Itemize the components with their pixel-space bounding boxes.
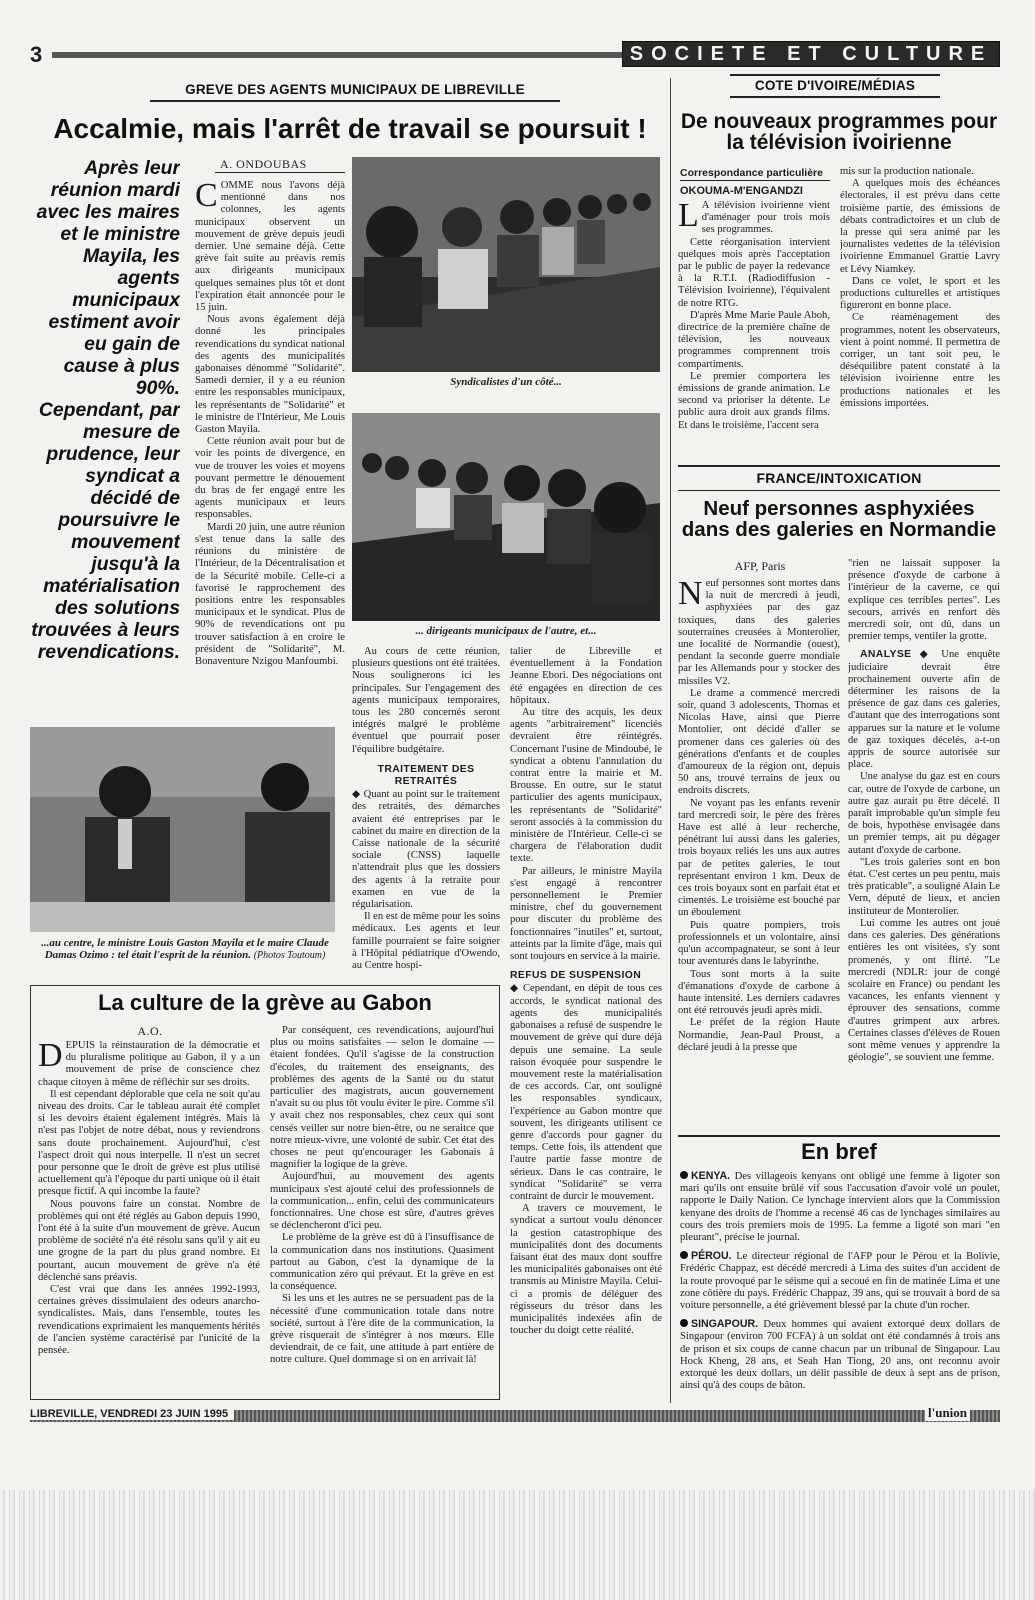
a2-byline: A.O. [137, 1024, 163, 1038]
footer-date: LIBREVILLE, VENDREDI 23 JUIN 1995 [30, 1408, 234, 1420]
a1-dropcap: C [195, 180, 218, 214]
a3-byline: OKOUMA-M'ENGANDZI [680, 185, 803, 197]
a3-kicker: COTE D'IVOIRE/MÉDIAS [754, 78, 916, 93]
a1-byline-rule [215, 172, 345, 173]
photo-syndicalistes [352, 157, 660, 372]
caption-ministre-text: ...au centre, le ministre Louis Gaston Mayila et le maire Claude Damas Ozimo : tel était l'esprit de la réunion. [41, 937, 329, 961]
photo-credit: (Photos Toutoum) [253, 950, 326, 961]
a1-sub-retraites: TRAITEMENT DES RETRAITÉS [377, 763, 475, 788]
a1-kicker-rule [150, 100, 560, 102]
masthead-rule [52, 52, 622, 58]
a4-col1-p4: Puis quatre pompiers, trois professionnels et un volontaire, ainsi qu'un accompagnateur, se sont à leur tour aventurés dans le labyrinthe. [678, 919, 840, 968]
a3-title: De nouveaux programmes pour la télévision ivoirienne [680, 110, 998, 155]
a4-title: Neuf personnes asphyxiées dans des galeries en Normandie [681, 497, 997, 541]
a4-col2b-p2: Une analyse du gaz est en cours car, outre de l'oxyde de carbone, un autre gaz aurait pu être décelé. Il paraît improbable qu'un simple feu de bois, hypothèse envisagée dans un premier temps, ait pu dégager autant d'oxyde de carbone. [848, 771, 1000, 856]
brief-item [680, 1318, 1000, 1392]
a3-col1-p1: A télévision ivoirienne vient d'aménager pour trois mois ses programmes. [701, 200, 830, 236]
caption-dirigeants: ... dirigeants municipaux de l'autre, et... [415, 625, 597, 637]
a3-kicker-box [730, 74, 940, 98]
a4-col2b-p1-text: Une enquête judiciaire devrait être prochainement ouverte afin de déterminer les raisons de la présence de gaz dans ces galeries, d'autant que des interrogations sont apparues sur la nature et le volume de gaz toxiques décelés, a-t-on appris de source autorisée sur place. [848, 649, 1000, 771]
a1-col2b-p1: ◆ Quant au point sur le traitement des retraités, des démarches avaient été entreprises par le cabinet du maire en direction de la Caisse nationale de la sécurité sociale (CNSS) laquelle n'attendrait plus que les dossiers des agents à la retraite pour examen en vue de la régularisation. [352, 789, 500, 911]
a2-col2-p2: Aujourd'hui, au mouvement des agents municipaux s'est ajouté celui des professionnels de la communication... enfin, celui des communicateurs fonctionnaires. Une chose est sûre, d'autres grèves se déclencheront d'ici peu. [270, 1171, 494, 1232]
a2-col1 [38, 1040, 260, 1395]
a1-col2b-p1-text: Quant au point sur le traitement des retraités, des démarches avaient été entreprises par le cabinet du maire en direction de la Caisse nationale de la sécurité sociale (CNSS) laquelle n'attendrait plus que les dossiers des agents à la retraite pour examen en vue de la régularisation. [352, 789, 500, 911]
caption-ministre [40, 937, 330, 962]
a4-col2 [848, 558, 1000, 1130]
a1-col3b-p1-text: Cependant, en dépit de tous ces accords, le syndicat national des agents des municipalités gabonaises a refusé de suspendre le mouvement de grève qui dure déjà depuis une semaine. La seule raison évoquée pour suspendre le mouvement reste la matérialisation de ces accords. Car, ont souligné les responsables syndicaux, l'expérience au Gabon montre que souvent, les dirigeants utilisent ce genre d'accords pour gagner du temps. Cette fois, ils attendent que l'autre partie fasse montre de sérieux. Dans le cas contraire, le syndicat "Solidarité" se verra contraint de durcir le mouvement. [510, 983, 662, 1202]
a2-col1-p4: C'est vrai que dans les années 1992-1993, certaines grèves dissimulaient des odeurs anarcho-syndicalistes. Mais, dans l'ensemble, toutes les revendications exprimaient les manquements hérités de l'ancien système caractérisé par l'unicité de la pensée. [38, 1284, 260, 1357]
a4-col1-p3: Ne voyant pas les enfants revenir tard mercredi soir, le père des frères Have est allé à leur recherche, pénétrant lui aussi dans les galeries, trois boyaux reliés les uns aux autres par de petites galeries, le tout représentant environ 1 km. Deux de ces trois boyaux sont en parfait état et cimentés. Le troisième est bouché par un éboulement [678, 797, 840, 919]
brief-place: SINGAPOUR. [691, 1318, 759, 1331]
page-number: 3 [30, 42, 43, 67]
footer-paper: l'union [925, 1405, 970, 1421]
a2-col1-p1: EPUIS la réinstauration de la démocratie et du pluralisme politique au Gabon, il y a un mouvement de prise de conscience chez chaque citoyen à même de réfléchir sur ses droits. [38, 1040, 260, 1088]
a1-col2 [352, 646, 500, 979]
section-title: SOCIETE ET CULTURE [629, 43, 993, 65]
a4-kicker: FRANCE/INTOXICATION [756, 470, 922, 486]
a2-col1-p3: Nous pouvons faire un constat. Nombre de problèmes qui ont été réglés au Gabon depuis 1990, l'ont été à la suite d'un mouvement de grève. Aucun problème de société n'a été résolu sans qu'il y ait eu une grogne de la part du plus grand nombre. Et pourtant, aucun mouvement de grève n'a été déclenché sans préavis. [38, 1198, 260, 1283]
a2-col2-p3: Le problème de la grève est dû à l'insuffisance de la communication dans nos institutions. Quasiment partout au Gabon, c'est la dynamique de la communication zéro qui prévaut. Et la grève en est la conséquence. [270, 1232, 494, 1293]
a1-col1 [195, 180, 345, 700]
section-banner [622, 41, 1000, 67]
a3-col2 [840, 166, 1000, 460]
a4-col1 [678, 578, 840, 1133]
a1-col1-p3: Cette réunion avait pour but de voir les points de divergence, en vue de trouver les voies et moyens pouvant permettre le dénouement du bras de fer engagé entre les agents municipaux et leurs responsables. [195, 436, 345, 521]
bullet-icon [680, 1319, 688, 1327]
brief-item [680, 1250, 1000, 1312]
a4-col1-p1: euf personnes sont mortes dans la nuit de mercredi à jeudi, asphyxiées par des gaz toxiques, dans des galeries souterraines creusées à Monterolier, une localité de Normandie (ouest), pendant la seconde guerre mondiale par les Allemands pour y stocker des missiles V2. [678, 578, 840, 687]
a1-kicker: GREVE DES AGENTS MUNICIPAUX DE LIBREVILLE [185, 82, 525, 97]
brief-top-rule [678, 1135, 1000, 1137]
a2-col1-p2: Il est cependant déplorable que cela ne soit qu'au niveau des droits. Car le tableau aurait été complet si les devoirs étaient également intégrés. Mais là n'est pas l'objet de notre débat, nous y reviendrons sans doute prochainement. Aujourd'hui, c'est l'aspect droit qui nous interpelle. Il n'est un secret pour personne que le droit de grève est plus utilisé actuellement qu'à l'époque du parti unique où il était presque fictif. A qui incombe la faute? [38, 1088, 260, 1198]
brief-text: Deux hommes qui avaient extorqué deux dollars de Singapour (environ 700 FCFA) à un soldat ont été condamnés à trois ans de prison et six coups de canne chacun par un tribunal de Singapour. Lau Hock Kheng, 28 ans, et Seah Han Tiong, 20 ans, ont reconnu avoir extorqué les deux dollars, un délit passible de deux à sept ans de prison, ainsi qu'à des coups de bâton. [680, 1319, 1000, 1392]
a1-sub-refus: REFUS DE SUSPENSION [510, 970, 642, 982]
brief-item [680, 1170, 1000, 1244]
a4-byline: AFP, Paris [734, 559, 786, 573]
a3-source: Correspondance particulière [680, 167, 823, 179]
a1-byline: A. ONDOUBAS [220, 157, 307, 171]
a1-col3-p3: Par ailleurs, le ministre Mayila s'est engagé à rencontrer personnellement le Premier ministre, chef du gouvernement pour discuter du problème des fonctionnaires "inutiles" et, surtout, atteints par la limite d'âge, mais qui sont toujours en service à la mairie. [510, 865, 662, 963]
a4-kicker-rule [678, 490, 1000, 491]
a1-lead: Après leur réunion mardi avec les maires et le ministre Mayila, les agents municipaux estiment avoir eu gain de cause à plus 90%. Cependant, par mesure de prudence, leur syndicat a décidé de poursuivre le mouvement jusqu'à la matérialisation des solutions trouvées à leurs revendications. [31, 157, 180, 663]
a1-col3-p2: Au titre des acquis, les deux agents "arbitrairement" licenciés devraient être réintégrés. Concernant l'usine de Mindoubé, le syndicat a obtenu l'annulation du contrat entre la mairie et M. Brousse. En outre, sur le statut particulier des agents municipaux, les représentants de "Solidarité" seront associés à la commission du ministère de l'Intérieur. Celle-ci se chargera de l'élaboration dudit texte. [510, 707, 662, 865]
a4-col2-p1: "rien ne laissait supposer la présence d'oxyde de carbone à l'intérieur de la caverne, ce qui explique ces terribles pertes". Les secours, arrivés en renfort dès mercredi soir, ont dû, dans un premier temps, ventiler la grotte. [848, 558, 1000, 643]
a1-col3 [510, 646, 662, 1346]
a1-col1-p2: Nous avons également déjà donné les principales revendications du syndicat national des agents des municipalités gabonaises dénommé "Solidarité". Samedi dernier, il y a eu réunion entre les responsables municipaux, les représentants de "Solidarité" et le ministre de l'Intérieur, Me Louis Gaston Mayila. [195, 314, 345, 436]
a1-col3b-p2: A travers ce mouvement, le syndicat a surtout voulu dénoncer la gestion catastrophique des municipalités dont des documents faisant état des maux dont souffre les municipalités gabonaises ont été transmis au Ministre Mayila. Celui-ci a promis de déléguer des régisseurs du trésor dans les municipalités indexées afin de toucher du doigt cette réalité. [510, 1203, 662, 1337]
a3-col2-p4: Ce réaménagement des programmes, notent les observateurs, vient à point nommé. Il permettra de corriger, un tant soit peu, le déséquilibre patent constaté à la télévision ivoirienne entre les productions nationales et les émissions importées. [840, 312, 1000, 409]
a3-col2-p3: Dans ce volet, le sport et les productions culturelles et artistiques figureront en bonne place. [840, 275, 1000, 312]
a4-col1-p5: Tous sont morts à la suite d'émanations d'oxyde de carbone à haute intensité. Les derniers cadavres ont été retrouvés jeudi après midi. [678, 968, 840, 1017]
brief-text: Des villageois kenyans ont obligé une femme à ligoter son mari qu'ils ont ensuite brûlé vif sous l'accusation d'avoir volé un poulet, rapporte le Daily Nation. Ce lynchage intervient alors que la Commission kenyane des droits de l'homme a recensé 46 cas de lynchages similaires au cours des trois premiers mois de 1995. La femme a ligoté son mari "en pleurant", précise le journal. [680, 1171, 1000, 1244]
a4-col2b-p3: "Les trois galeries sont en bon état. C'est certes un peu pentu, mais très praticable", a souligné Alain Le Vern, député de lieux, et ancien instituteur de Monterolier. [848, 856, 1000, 917]
a1-col2-p1: Au cours de cette réunion, plusieurs questions ont été traitées. Nous soulignerons ici les principales. Sur l'engagement des agents municipaux temporaires, tous les 280 concernés seront intégrés malgré le problème éventuel que pourrait poser l'équilibre budgétaire. [352, 646, 500, 755]
a2-col2-p4: Si les uns et les autres ne se persuadent pas de la nécessité d'une communication totale dans notre société, surtout à l'ère dite de la communication, la grève risquerait de s'intégrer à nos mœurs. Elle deviendrait, de ce fait, une attitude à part entière de notre culture. Quel dommage si on en arrivait là! [270, 1293, 494, 1366]
a3-col1-p3: D'après Mme Marie Paule Aboh, directrice de la première chaîne de télévision, les nouveaux programmes comprennent trois compartiments. [678, 309, 830, 370]
a4-col1-p6: Le préfet de la région Haute Normandie, Jean-Paul Proust, a déclaré jeudi à la presse que [678, 1017, 840, 1053]
brief-place: PÉROU. [691, 1250, 732, 1263]
a3-col1 [678, 200, 830, 458]
a1-col2b-p2: Il en est de même pour les soins médicaux. Les agents et leur famille pourraient se faire soigner à l'Hôpital pédiatrique d'Owendo, au Centre hospi- [352, 911, 500, 972]
a1-col3b-p1: ◆ Cependant, en dépit de tous ces accords, le syndicat national des agents des municipalités gabonaises a refusé de suspendre le mouvement de grève qui dure déjà depuis une semaine. La seule raison évoquée pour suspendre le mouvement reste la matérialisation de ces accords. Car, ont souligné les responsables syndicaux, l'expérience au Gabon montre que souvent, les dirigeants utilisent ce genre d'accords pour gagner du temps. Cette fois, ils attendent que l'autre partie fasse montre de sérieux. Dans le cas contraire, le syndicat "Solidarité" se verra contraint de durcir le mouvement. [510, 983, 662, 1202]
a4-sub-analyse: ANALYSE [860, 649, 912, 661]
a2-dropcap: D [38, 1040, 63, 1074]
a2-title: La culture de la grève au Gabon [98, 990, 432, 1015]
a1-col3-p1: talier de Libreville et éventuellement à la Fondation Jeanne Ebori. Des négociations ont été engagées en direction de ces hôpitaux. [510, 646, 662, 706]
photo-ministre-maire [30, 727, 335, 932]
a1-title: Accalmie, mais l'arrêt de travail se poursuit ! [53, 113, 647, 144]
a3-col2-p1: mis sur la production nationale. [840, 166, 974, 177]
brief-text: Le directeur régional de l'AFP pour le Pérou et la Bolivie, Frédéric Chappaz, est décédé mercredi à Lima des suites d'un accident de la route provoqué par le séisme qui a secoué en fin de matinée Lima et une zone côtière du pays. Frédéric Chappaz, 39 ans, qui se trouvait à bord de sa voiture personnelle, a été grièvement blessé par la chute d'un rocher. [680, 1251, 1000, 1312]
a1-col1-p1: OMME nous l'avons déjà mentionné dans nos colonnes, les agents municipaux observent un mouvement de grève depuis jeudi dernier. Une semaine déjà. Cette grève fait suite au préavis remis aux dirigeants municipaux quelques semaines plus tôt et dont l'expiration était annoncée pour le 15 juin. [195, 180, 345, 314]
bullet-icon [680, 1251, 688, 1259]
a1-col1-p4: Mardi 20 juin, une autre réunion s'est tenue dans la salle des réunions du ministère de l'Intérieur, de la Décentralisation et de la Sécurité mobile. Celle-ci a favorisé le rapprochement des positions entre les responsables municipaux et le syndicat. Plus de 90% de revendications ont pu trouver satisfaction à en croire le président de "Solidarité", M. Bonaventure Nzigou Manfoumbi. [195, 521, 345, 667]
brief-title: En bref [801, 1139, 877, 1164]
a4-top-rule [678, 465, 1000, 467]
bullet-icon [680, 1171, 688, 1179]
a3-col2-p2: A quelques mois des échéances électorales, il est prévu dans cette troisième partie, des émissions de débats contradictoires et un club de la presse qui sera animé par les journalistes vedettes de la télévision ivoirienne Emmanuel Grattie Lavry et Lévy Niamkey. [840, 178, 1000, 275]
a4-col2b-p4: Lui comme les autres ont joué dans ces galeries. Des générations entières les ont visitées, s'y sont promenés, y ont flirté. "Le mercredi (NDLR: jour de congé scolaire en France) ou pendant les vacances, les enfants viennent y éprouver des sensations, comme d'autres grimpent aux arbres. Certaines classes d'élèves de Rouen sont même venues y apprendre la géologie", se souvient une femme. [848, 917, 1000, 1064]
brief-place: KENYA. [691, 1170, 731, 1182]
a3-col1-p4: Le premier comportera les émissions de grande animation. Le second va prioriser la détente. Le public aura droit aux grands films. Et dans le troisième, l'accent sera [678, 370, 830, 431]
scan-artifact-strip [0, 1490, 1035, 1600]
a2-col2-p1: Par conséquent, ces revendications, aujourd'hui plus ou moins satisfaites — selon le domaine — étaient fondées. Qu'il s'agisse de la construction d'écoles, du traitement des enseignants, des problèmes des agents de la Santé ou du statut particulier des magistrats, aucun gouvernement n'avait su ou plus tôt voulu éviter le pire. Comme s'il y avait chez nos responsables, chez ceux qui sont censés veiller sur notre bien-être, ou ne seraitce que notre mieux-vivre, une volonté de subir. Cet état des choses ne peut qu'encourager les Gabonais à magnifier la logique de la grève. [270, 1025, 494, 1171]
column-divider [670, 78, 671, 1403]
caption-syndicalistes: Syndicalistes d'un côté... [450, 376, 562, 388]
a4-dropcap: N [678, 578, 703, 612]
photo-dirigeants [352, 413, 660, 621]
a2-col2 [270, 1025, 494, 1395]
a3-source-rule [680, 180, 830, 181]
a3-dropcap: L [678, 200, 699, 234]
a4-col2b-p1: ANALYSE ◆ Une enquête judiciaire devrait être prochainement ouverte afin de déterminer les raisons de la présence de gaz dans ces galeries, d'autant que des interrogations sont apparues sur la nature et le volume de gaz toxiques décelés, a-t-on appris de source autorisée sur place. [848, 649, 1000, 771]
a4-col1-p2: Le drame a commencé mercredi soir, quand 3 adolescents, Thomas et Nicolas Have, ainsi que Pierre Montolier, ont décidé d'aller se promener dans ces galeries où des générations d'enfants et de couples d'amoureux de la région ont, depuis 50 ans, trouvé terrains de jeux ou endroits discrets. [678, 687, 840, 797]
a3-col1-p2: Cette réorganisation intervient quelques mois après l'acceptation par le public de payer la redevance à la R.T.I. (Radiodiffusion - Télévision Ivoirienne), l'équivalent de notre RTG. [678, 236, 830, 309]
brief-list [680, 1170, 1000, 1405]
